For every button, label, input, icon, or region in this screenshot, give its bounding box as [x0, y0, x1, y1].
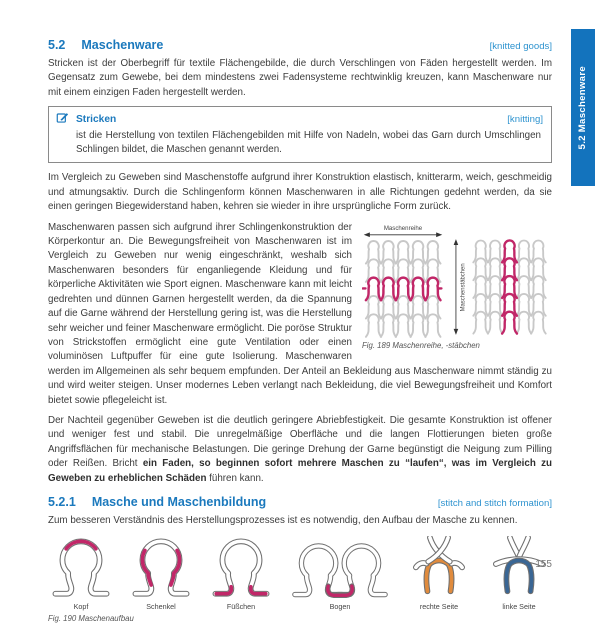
- knit-fabric-column-highlight: [473, 240, 545, 333]
- definition-header: [56, 111, 543, 127]
- definition-term: Stricken: [76, 114, 117, 126]
- knit-face-side-icon: [406, 536, 472, 600]
- subsection-title: Masche und Maschenbildung: [91, 494, 267, 509]
- label-fuesschen: Füßchen: [226, 601, 256, 611]
- section-translation-tag: [knitted goods]: [489, 41, 552, 52]
- subsection-translation-tag: [stitch and stitch formation]: [437, 497, 552, 509]
- loop-head-icon: [48, 536, 114, 600]
- loop-feet-icon: [208, 536, 274, 600]
- subsection-intro: Zum besseren Verständnis des Herstellungsprozesses ist es notwendig, den Aufbau der Masche zu kennen.: [48, 514, 518, 526]
- chapter-side-tab-label: 5.2 Maschenware: [576, 65, 588, 150]
- vertical-double-arrow-icon: [454, 239, 459, 335]
- loop-legs-icon: [128, 536, 194, 600]
- disadvantage-text-2: führen kann.: [206, 472, 264, 484]
- knit-fabric-row-highlight: [363, 241, 443, 337]
- properties-block: [48, 221, 552, 408]
- fig189-wale-diagram: [450, 223, 550, 337]
- disadvantage-paragraph: [48, 414, 552, 486]
- fig190-caption: Fig. 190 Maschenaufbau: [48, 613, 134, 623]
- subsection-heading: [48, 495, 552, 511]
- definition-box: [48, 106, 552, 163]
- label-kopf: Kopf: [73, 601, 89, 611]
- disadvantage-text-1: Der Nachteil gegenüber Geweben ist die deutlich geringere Abriebfestigkeit. Die gesamte Konstruktion ist offener und weniger fest und stabil. Die unregelmäßige Oberfläche und die langen Flottierungen bieten große Angriffsflächen für mechanische Belastungen. Die geringe Drehung der Garne begünstigt die Neigung zum Pilling oder Reißen. Bricht: [48, 414, 552, 470]
- fig189-course-diagram: [362, 223, 444, 340]
- fig189-knitting-diagram: [362, 223, 552, 351]
- horizontal-double-arrow-icon: [364, 232, 443, 237]
- comparison-paragraph: Im Vergleich zu Geweben sind Maschenstoffe aufgrund ihrer Konstruktion elastisch, knitterarm, weich, geschmeidig und atmungsaktiv. Durch die Schlingenform können Maschenwaren in alle Richtungen gedehnt werden, da sie einen geringen Biegewiderstand haben, kehren sie wieder in ihre ursprüngliche Form zurück.: [48, 172, 552, 213]
- definition-translation-tag: [knitting]: [507, 114, 543, 126]
- fig189-diagrams: [362, 223, 552, 340]
- properties-paragraph: Maschenwaren passen sich aufgrund ihrer Schlingenkonstruktion der Körperkontur an. Die Bewegungsfreiheit von Maschenwaren ist im Vergleich zu Geweben nur wenig eingeschränkt, weshalb sich Maschenwaren besonders für enganliegende Kleidung und für körperliche Aktivitäten wie Sport eignen. Maschenware kann mit leicht gedrehten und dünnen Garnen hergestellt werden, da die Spannung auf die Garne während der Herstellung gering ist, was die Herstellung sehr weicher und feiner Maschenware ermöglicht. Die poröse Struktur von Strickstoffen ermöglicht eine gute Ventilation oder einen voluminösen Luftpuffer für eine gute Isolierung. Maschenwaren werden im Allgemeinen als sehr bequem empfunden. Der Anteil an Bekleidung aus Maschenware nimmt ständig zu und wird weiter steigen. Unser modernes Leben verlangt nach Bekleidung, die viel Bewegungsfreiheit und Komfort bietet sowie pflegeleicht ist.: [48, 221, 552, 406]
- course-label: Maschenreihe: [383, 224, 423, 232]
- fig189-caption: Fig. 189 Maschenreihe, -stäbchen: [362, 340, 480, 350]
- page-number: 155: [535, 558, 552, 570]
- label-schenkel: Schenkel: [146, 601, 176, 611]
- stitch-part-bogen: [288, 541, 392, 611]
- wale-label: Maschenstäbchen: [460, 263, 467, 312]
- fig190-stitch-anatomy: [48, 536, 552, 623]
- label-rechte-seite: rechte Seite: [419, 601, 459, 611]
- section-title: Maschenware: [81, 38, 164, 52]
- label-bogen: Bogen: [329, 601, 351, 611]
- intro-paragraph: Stricken ist der Oberbegriff für textile Flächengebilde, die durch Verschlingen von Fäden hergestellt werden. Im Gegensatz zum Gewebe, bei dem mindestens zwei Fadensysteme rechtwinklig kreuzen, kann Maschenware nur mit einem einzigen Faden hergestellt werden.: [48, 58, 552, 98]
- subsection-number: 5.2.1: [48, 494, 76, 509]
- pencil-edit-icon: [56, 112, 69, 123]
- section-heading: [48, 38, 552, 54]
- loop-sinker-arc-icon: [288, 541, 392, 601]
- label-linke-seite: linke Seite: [502, 601, 536, 611]
- disadvantage-text-bold: ein Faden, so beginnen sofort mehrere Maschen zu “laufen“, was im Vergleich zu Geweben zu erheblichen Schäden: [48, 458, 552, 484]
- definition-body: ist die Herstellung von textilen Flächengebilden mit Hilfe von Nadeln, wobei das Garn durch Umschlingen Schlingen bildet, die Maschen genannt werden.: [76, 129, 541, 156]
- chapter-side-tab: [571, 29, 595, 186]
- section-number: 5.2: [48, 38, 66, 52]
